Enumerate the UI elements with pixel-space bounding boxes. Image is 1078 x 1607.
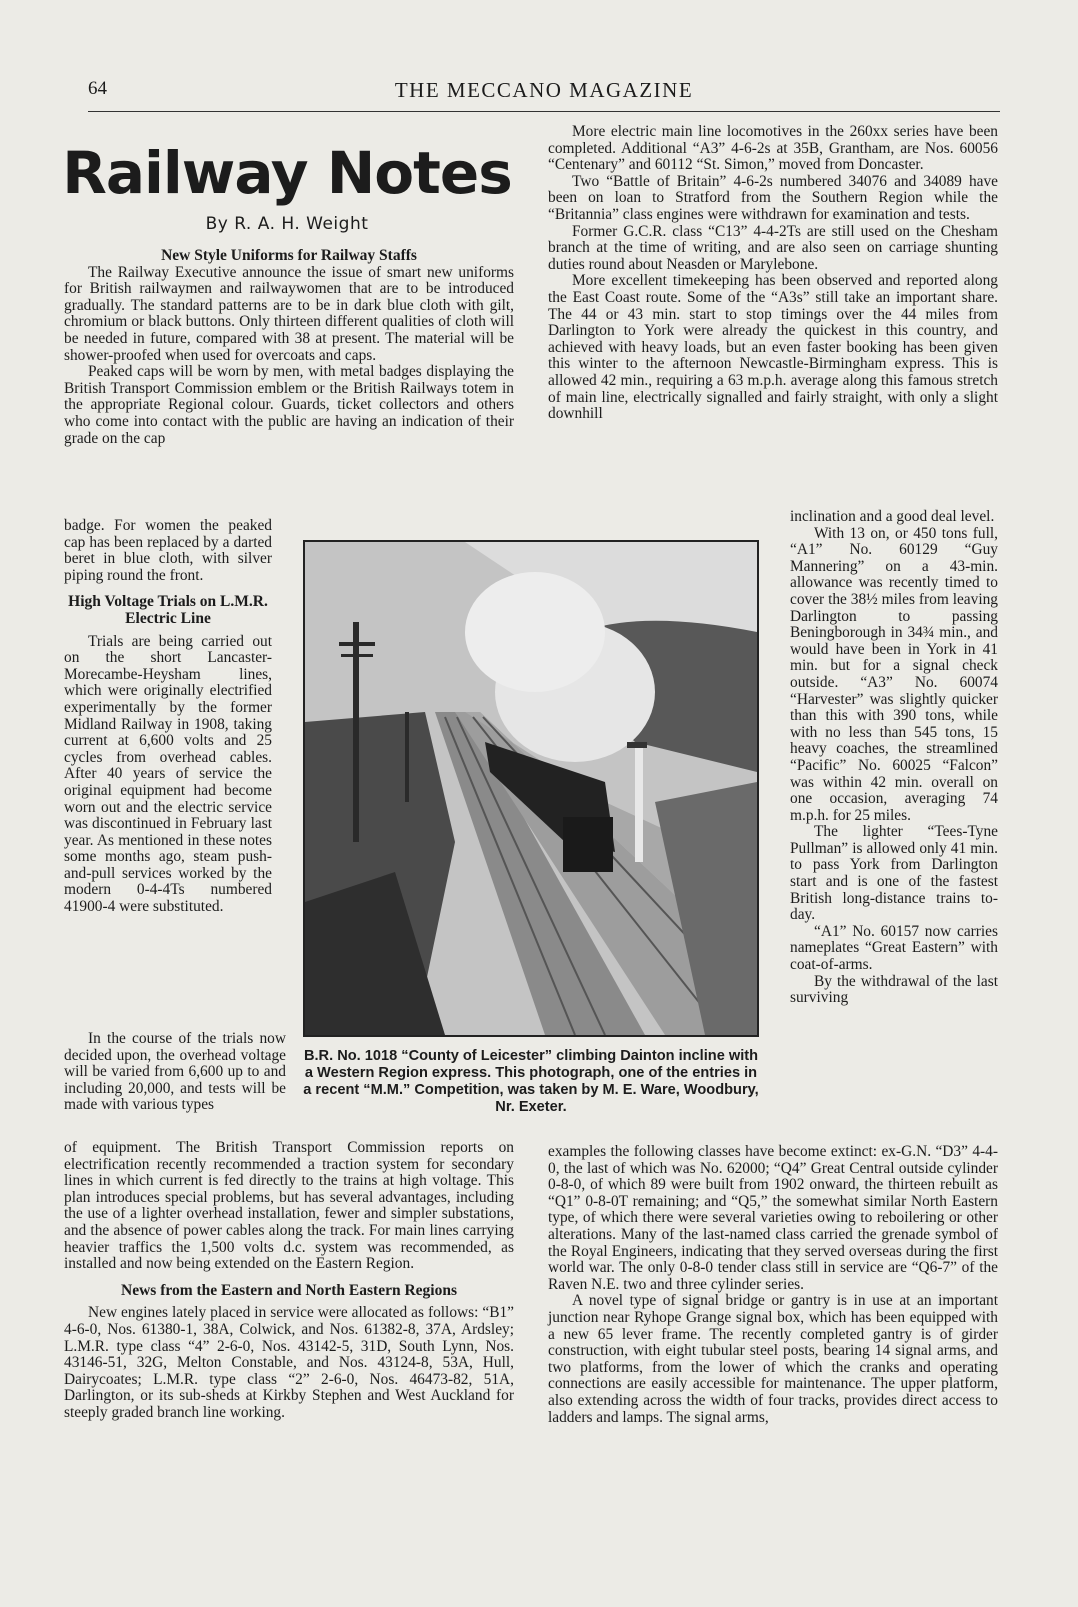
paragraph: New engines lately placed in service were allocated as follows: “B1” 4-6-0, Nos. 61380-1, 38A, Colwick, and Nos. 61382-8, 37A, Ardsley; L.M.R. type class “4” 2-6-0, Nos. 43142-5, 31D, South Lynn, Nos. 43146-51, 32G, Melton Constable, and Nos. 43124-8, 53A, Hull, Dairycoates; L.M.R. type class “2” 2-6-0, Nos. 46473-82, 51A, Darlington, or its sub-sheds at Kirkby Stephen and West Auckland for steeply graded branch line working. [64, 1304, 514, 1421]
section-heading-uniforms: New Style Uniforms for Railway Staffs [161, 247, 417, 264]
left-narrow-column-lower [64, 1031, 286, 1114]
right-column-upper [548, 124, 998, 423]
left-narrow-column [64, 518, 272, 916]
section-heading-eastern: News from the Eastern and North Eastern Regions [121, 1281, 457, 1299]
article-title: Railway Notes [62, 139, 512, 207]
paragraph: The Railway Executive announce the issue of smart new uniforms for British railwaymen and railwaywomen that are to be introduced gradually. The standard patterns are to be in dark blue cloth with gilt, chromium or black buttons. Only thirteen different qualities of cloth will be needed in future, compared with 38 at present. The material will be shower-proofed when used for overcoats and caps. [64, 263, 514, 364]
section-heading-high-voltage: High Voltage Trials on L.M.R. Electric Line [68, 593, 268, 627]
paragraph: “A1” No. 60157 now carries nameplates “Great Eastern” with coat-of-arms. [790, 922, 998, 974]
paragraph: of equipment. The British Transport Commission reports on electrification recently recommended a traction system for secondary lines in which current is fed directly to the trains at high voltage. This plan introduces special problems, but has several advantages, including the use of a lighter overhead installation, fewer and simpler substations, and the absence of power cables along the track. For main lines carrying heavier traffics the 1,500 volts d.c. system was recommended, as installed and now being extended on the Eastern Region. [64, 1139, 514, 1273]
right-narrow-column [790, 509, 998, 1007]
magazine-title: THE MECCANO MAGAZINE [394, 78, 694, 102]
right-column-lower [548, 1144, 998, 1426]
paragraph: Peaked caps will be worn by men, with metal badges displaying the British Transport Commission emblem or the British Railways totem in the appropriate Regional colour. Guards, ticket collectors and others who come into contact with the public are having an indication of their grade on the cap [64, 363, 514, 447]
paragraph: With 13 on, or 450 tons full, “A1” No. 60129 “Guy Mannering” on a 43-min. allowance was recently timed to cover the 38½ miles from leaving Darlington to passing Beningborough in 34¾ min., and would have been in York in 41 min. but for a signal check outside. “A3” No. 60074 “Harvester” was slightly quicker than this with 390 tons, while with no less than 545 tons, 15 heavy coaches, the streamlined “Pacific” No. 60025 “Falcon” was within 42 min. overall on one occasion, averaging 74 m.p.h. for 25 miles. [790, 524, 998, 824]
paragraph: Former G.C.R. class “C13” 4-4-2Ts are still used on the Chesham branch at the time of writing, and are also seen on carriage shunting duties round about Neasden or Marylebone. [548, 222, 998, 273]
paragraph: inclination and a good deal level. [790, 508, 995, 525]
uniforms-section [64, 248, 514, 447]
paragraph: The lighter “Tees-Tyne Pullman” is allowed only 41 min. to pass York from Darlington start and is one of the fastest British long-distance trains to-day. [790, 823, 998, 924]
page-header [88, 76, 1000, 112]
paragraph: A novel type of signal bridge or gantry is in use at an important junction near Ryhope Grange signal box, which has been equipped with a new 65 lever frame. The recently completed gantry is of girder construction, with eight tubular steel posts, bearing 14 signal arms, and two platforms, from the lower of which the cranks and operating connections are easily accessible for maintenance. The upper platform, also extending across the width of four tracks, provides direct access to ladders and lamps. The signal arms, [548, 1292, 998, 1426]
paragraph: Two “Battle of Britain” 4-6-2s numbered 34076 and 34089 have been on loan to Stratford from the Southern Region while the “Britannia” class engines were withdrawn for examination and tests. [548, 172, 998, 223]
paragraph: examples the following classes have become extinct: ex-G.N. “D3” 4-4-0, the last of which was No. 62000; “Q4” Great Central outside cylinder 0-8-0, of which 89 were built from 1902 onward, the thirteen rebuilt as “Q1” 0-8-0T remaining; and “Q5,” the somewhat similar North Eastern type, of which there were several varieties owing to reboilering or other alterations. Many of the last-named class carried the grenade symbol of the Royal Engineers, indicating that they served overseas during the first world war. The only 0-8-0 tender class still in service are “Q6-7” of the Raven N.E. two and three cylinder series. [548, 1143, 998, 1293]
left-lower-column [64, 1140, 514, 1422]
article-byline: By R. A. H. Weight [205, 214, 369, 234]
photo-caption: B.R. No. 1018 “County of Leicester” climbing Dainton incline with a Western Region express. This photograph, one of the entries in a recent “M.M.” Competition, was taken by M. E. Ware, Woodbury, Nr. Exeter. [303, 1048, 759, 1115]
train-photograph [303, 540, 759, 1037]
page-number: 64 [88, 78, 107, 99]
paragraph: Trials are being carried out on the short Lancaster-Morecambe-Heysham lines, which were originally electrified experimentally by the former Midland Railway in 1908, taking current at 6,600 volts and 25 cycles from overhead cables. After 40 years of service the original equipment had become worn out and the electric service was discontinued in February last year. As mentioned in these notes some months ago, steam push-and-pull services worked by the modern 0-4-4Ts numbered 41900-4 were substituted. [64, 632, 272, 916]
paragraph: More electric main line locomotives in the 260xx series have been completed. Additional “A3” 4-6-2s at 35B, Grantham, are Nos. 60056 “Centenary” and 60112 “St. Simon,” moved from Doncaster. [548, 123, 998, 174]
train-photo-illustration [305, 542, 757, 1035]
paragraph: By the withdrawal of the last surviving [790, 972, 998, 1007]
paragraph: In the course of the trials now decided upon, the overhead voltage will be varied from 6,600 up to and including 20,000, and tests will be made with various types [64, 1030, 286, 1114]
paragraph: More excellent timekeeping has been observed and reported along the East Coast route. Some of the “A3s” still take an important share. The 44 or 43 min. start to stop timings over the 44 miles from Darlington to York were already the quickest in this country, and achieved with heavy loads, but an even faster booking has been given this winter to the afternoon Newcastle-Birmingham express. This is allowed 42 min., requiring a 63 m.p.h. average along this famous stretch of main line, electrically signalled and fairly straight, with only a slight downhill [548, 272, 998, 423]
paragraph: badge. For women the peaked cap has been replaced by a darted beret in blue cloth, with silver piping round the front. [64, 517, 272, 584]
